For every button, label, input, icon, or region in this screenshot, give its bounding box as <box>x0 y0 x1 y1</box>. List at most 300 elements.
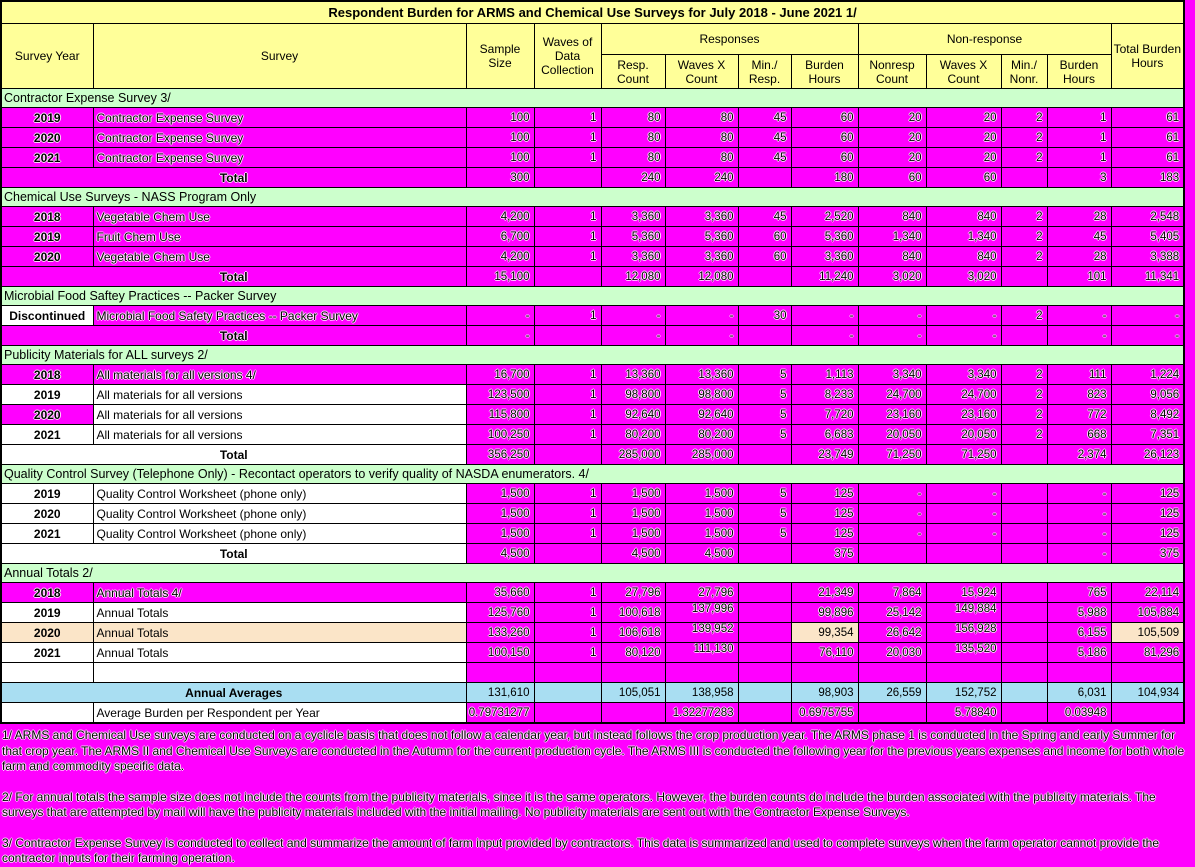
value-cell[interactable]: 823 <box>1047 385 1111 405</box>
empty-value-cell[interactable] <box>738 663 791 683</box>
value-cell[interactable] <box>1001 583 1047 603</box>
value-cell[interactable]: 80 <box>601 128 665 148</box>
value-cell[interactable]: 1 <box>534 425 601 445</box>
value-cell[interactable] <box>738 683 791 703</box>
survey-cell[interactable]: Contractor Expense Survey <box>93 128 466 148</box>
total-label[interactable]: Total <box>1 168 466 188</box>
value-cell[interactable]: 23,749 <box>791 445 858 465</box>
value-cell[interactable] <box>738 168 791 188</box>
value-cell[interactable]: 24,700 <box>926 385 1001 405</box>
value-cell[interactable] <box>534 445 601 465</box>
value-cell[interactable]: 2,520 <box>791 207 858 227</box>
value-cell[interactable]: 45 <box>738 108 791 128</box>
value-cell[interactable]: 1,340 <box>858 227 926 247</box>
value-cell[interactable] <box>1111 703 1184 724</box>
value-cell[interactable]: 8,233 <box>791 385 858 405</box>
value-cell[interactable]: - <box>466 306 534 326</box>
value-cell[interactable]: 1 <box>534 484 601 504</box>
value-cell[interactable]: 2 <box>1001 128 1047 148</box>
value-cell[interactable] <box>1001 484 1047 504</box>
survey-cell[interactable]: Contractor Expense Survey <box>93 108 466 128</box>
value-cell[interactable]: 1 <box>534 108 601 128</box>
value-cell[interactable]: 60 <box>791 108 858 128</box>
value-cell[interactable]: 125 <box>1111 524 1184 544</box>
value-cell[interactable] <box>601 703 665 724</box>
value-cell[interactable]: 4,500 <box>601 544 665 564</box>
value-cell[interactable]: 20 <box>926 148 1001 168</box>
value-cell[interactable]: 111,130 <box>665 643 738 663</box>
survey-cell[interactable]: Vegetable Chem Use <box>93 247 466 267</box>
value-cell[interactable]: 26,123 <box>1111 445 1184 465</box>
annual-averages-label[interactable]: Annual Averages <box>1 683 466 703</box>
section-header[interactable]: Publicity Materials for ALL surveys 2/ <box>1 346 1184 365</box>
value-cell[interactable]: 1,500 <box>466 504 534 524</box>
value-cell[interactable]: 123,500 <box>466 385 534 405</box>
value-cell[interactable]: 149,884 <box>926 603 1001 623</box>
value-cell[interactable]: 61 <box>1111 148 1184 168</box>
value-cell[interactable]: 22,114 <box>1111 583 1184 603</box>
value-cell[interactable]: 139,952 <box>665 623 738 643</box>
value-cell[interactable] <box>1001 703 1047 724</box>
year-cell[interactable]: 2019 <box>1 108 93 128</box>
value-cell[interactable]: 23,160 <box>926 405 1001 425</box>
col-group-nonresponse[interactable]: Non-response <box>858 24 1111 55</box>
year-cell[interactable]: 2021 <box>1 425 93 445</box>
value-cell[interactable]: - <box>926 326 1001 346</box>
value-cell[interactable]: - <box>926 504 1001 524</box>
value-cell[interactable]: 6,683 <box>791 425 858 445</box>
value-cell[interactable]: 1,224 <box>1111 365 1184 385</box>
value-cell[interactable]: 840 <box>858 247 926 267</box>
value-cell[interactable] <box>1001 326 1047 346</box>
value-cell[interactable]: 21,349 <box>791 583 858 603</box>
value-cell[interactable]: 1 <box>534 365 601 385</box>
value-cell[interactable]: 240 <box>665 168 738 188</box>
value-cell[interactable] <box>1001 168 1047 188</box>
value-cell[interactable]: 28 <box>1047 207 1111 227</box>
value-cell[interactable]: 45 <box>738 207 791 227</box>
value-cell[interactable]: 2 <box>1001 148 1047 168</box>
value-cell[interactable] <box>1001 683 1047 703</box>
year-cell[interactable]: Discontinued <box>1 306 93 326</box>
value-cell[interactable]: 137,996 <box>665 603 738 623</box>
value-cell[interactable]: 26,642 <box>858 623 926 643</box>
col-header-waves[interactable]: Waves of Data Collection <box>534 24 601 89</box>
value-cell[interactable]: 26,559 <box>858 683 926 703</box>
value-cell[interactable]: 3,360 <box>665 207 738 227</box>
value-cell[interactable]: - <box>1047 326 1111 346</box>
value-cell[interactable]: 1,340 <box>926 227 1001 247</box>
value-cell[interactable]: 3 <box>1047 168 1111 188</box>
section-header[interactable]: Microbial Food Saftey Practices -- Packer Survey <box>1 287 1184 306</box>
value-cell[interactable]: - <box>601 306 665 326</box>
value-cell[interactable]: 135,520 <box>926 643 1001 663</box>
value-cell[interactable]: 2 <box>1001 385 1047 405</box>
value-cell[interactable]: 5,360 <box>665 227 738 247</box>
value-cell[interactable]: 5 <box>738 484 791 504</box>
value-cell[interactable] <box>1001 623 1047 643</box>
value-cell[interactable]: 1 <box>534 623 601 643</box>
value-cell[interactable]: 4,500 <box>665 544 738 564</box>
empty-value-cell[interactable] <box>926 663 1001 683</box>
value-cell[interactable]: 1,500 <box>601 484 665 504</box>
value-cell[interactable]: 5 <box>738 524 791 544</box>
value-cell[interactable]: 180 <box>791 168 858 188</box>
survey-cell[interactable]: Quality Control Worksheet (phone only) <box>93 504 466 524</box>
empty-value-cell[interactable] <box>858 663 926 683</box>
avg-burden-year-cell[interactable] <box>1 703 93 724</box>
total-label[interactable]: Total <box>1 445 466 465</box>
year-cell[interactable]: 2020 <box>1 405 93 425</box>
value-cell[interactable]: 71,250 <box>858 445 926 465</box>
col-header-survey-year[interactable]: Survey Year <box>1 24 93 89</box>
total-label[interactable]: Total <box>1 326 466 346</box>
value-cell[interactable]: 60 <box>791 148 858 168</box>
value-cell[interactable]: 5 <box>738 504 791 524</box>
value-cell[interactable] <box>534 544 601 564</box>
value-cell[interactable]: 61 <box>1111 128 1184 148</box>
value-cell[interactable]: 35,660 <box>466 583 534 603</box>
value-cell[interactable]: 125 <box>791 524 858 544</box>
value-cell[interactable]: 1,113 <box>791 365 858 385</box>
value-cell[interactable]: 772 <box>1047 405 1111 425</box>
value-cell[interactable]: 3,340 <box>858 365 926 385</box>
value-cell[interactable] <box>738 267 791 287</box>
empty-value-cell[interactable] <box>466 663 534 683</box>
value-cell[interactable]: 840 <box>858 207 926 227</box>
value-cell[interactable]: 125 <box>791 484 858 504</box>
value-cell[interactable]: - <box>926 484 1001 504</box>
value-cell[interactable]: 4,200 <box>466 247 534 267</box>
value-cell[interactable]: 1 <box>534 405 601 425</box>
col-header-resp-waves-x-count[interactable]: Waves X Count <box>665 55 738 89</box>
survey-cell[interactable]: Fruit Chem Use <box>93 227 466 247</box>
value-cell[interactable]: 60 <box>791 128 858 148</box>
value-cell[interactable]: 80,120 <box>601 643 665 663</box>
survey-cell[interactable]: Annual Totals <box>93 643 466 663</box>
value-cell[interactable]: 5 <box>738 385 791 405</box>
year-cell[interactable]: 2020 <box>1 128 93 148</box>
value-cell[interactable]: 115,800 <box>466 405 534 425</box>
value-cell[interactable]: 27,796 <box>665 583 738 603</box>
value-cell[interactable]: - <box>1047 504 1111 524</box>
col-header-nonresp-count[interactable]: Nonresp Count <box>858 55 926 89</box>
value-cell[interactable]: 2 <box>1001 405 1047 425</box>
value-cell[interactable]: 9,056 <box>1111 385 1184 405</box>
value-cell[interactable]: 100,618 <box>601 603 665 623</box>
value-cell[interactable]: 20 <box>858 148 926 168</box>
total-label[interactable]: Total <box>1 544 466 564</box>
value-cell[interactable]: 20,030 <box>858 643 926 663</box>
value-cell[interactable]: 125 <box>1111 504 1184 524</box>
value-cell[interactable]: 1,500 <box>665 484 738 504</box>
value-cell[interactable]: 15,924 <box>926 583 1001 603</box>
value-cell[interactable]: - <box>1111 326 1184 346</box>
value-cell[interactable] <box>738 703 791 724</box>
value-cell[interactable]: 16,700 <box>466 365 534 385</box>
survey-cell[interactable]: All materials for all versions 4/ <box>93 365 466 385</box>
value-cell[interactable]: 668 <box>1047 425 1111 445</box>
col-header-total-burden[interactable]: Total Burden Hours <box>1111 24 1184 89</box>
value-cell[interactable]: 100 <box>466 128 534 148</box>
survey-cell[interactable]: All materials for all versions <box>93 385 466 405</box>
survey-cell[interactable]: Annual Totals 4/ <box>93 583 466 603</box>
year-cell[interactable]: 2021 <box>1 643 93 663</box>
section-header[interactable]: Chemical Use Surveys - NASS Program Only <box>1 188 1184 207</box>
value-cell[interactable]: 105,051 <box>601 683 665 703</box>
value-cell[interactable]: 105,884 <box>1111 603 1184 623</box>
value-cell[interactable] <box>1001 603 1047 623</box>
total-label[interactable]: Total <box>1 267 466 287</box>
value-cell[interactable] <box>738 623 791 643</box>
value-cell[interactable]: - <box>926 524 1001 544</box>
value-cell[interactable]: 4,500 <box>466 544 534 564</box>
value-cell[interactable]: 8,492 <box>1111 405 1184 425</box>
year-cell[interactable]: 2018 <box>1 583 93 603</box>
value-cell[interactable]: - <box>858 504 926 524</box>
value-cell[interactable]: 105,509 <box>1111 623 1184 643</box>
value-cell[interactable]: 7,720 <box>791 405 858 425</box>
value-cell[interactable] <box>1001 524 1047 544</box>
value-cell[interactable] <box>534 168 601 188</box>
year-cell[interactable]: 2020 <box>1 504 93 524</box>
value-cell[interactable]: 285,000 <box>601 445 665 465</box>
value-cell[interactable]: 125,760 <box>466 603 534 623</box>
col-header-resp-count[interactable]: Resp. Count <box>601 55 665 89</box>
value-cell[interactable]: 30 <box>738 306 791 326</box>
value-cell[interactable]: 375 <box>1111 544 1184 564</box>
survey-cell[interactable]: Vegetable Chem Use <box>93 207 466 227</box>
value-cell[interactable]: 60 <box>738 227 791 247</box>
survey-cell[interactable]: All materials for all versions <box>93 405 466 425</box>
value-cell[interactable]: 2 <box>1001 108 1047 128</box>
empty-value-cell[interactable] <box>1047 663 1111 683</box>
value-cell[interactable]: 3,388 <box>1111 247 1184 267</box>
value-cell[interactable]: 60 <box>926 168 1001 188</box>
value-cell[interactable]: - <box>858 326 926 346</box>
year-cell[interactable]: 2020 <box>1 247 93 267</box>
empty-value-cell[interactable] <box>534 663 601 683</box>
value-cell[interactable] <box>858 703 926 724</box>
value-cell[interactable]: 76,110 <box>791 643 858 663</box>
value-cell[interactable]: 5 <box>738 425 791 445</box>
value-cell[interactable]: 1.32277283 <box>665 703 738 724</box>
value-cell[interactable]: 2 <box>1001 425 1047 445</box>
value-cell[interactable]: 133,260 <box>466 623 534 643</box>
value-cell[interactable]: 840 <box>926 247 1001 267</box>
empty-value-cell[interactable] <box>791 663 858 683</box>
value-cell[interactable]: 1 <box>534 247 601 267</box>
value-cell[interactable] <box>738 326 791 346</box>
value-cell[interactable]: 1 <box>534 148 601 168</box>
empty-year-cell[interactable] <box>1 663 93 683</box>
value-cell[interactable]: 24,700 <box>858 385 926 405</box>
value-cell[interactable]: - <box>466 326 534 346</box>
value-cell[interactable]: 183 <box>1111 168 1184 188</box>
value-cell[interactable]: 20 <box>858 128 926 148</box>
value-cell[interactable]: 0.79731277 <box>466 703 534 724</box>
value-cell[interactable]: 13,360 <box>601 365 665 385</box>
value-cell[interactable]: 5 <box>738 405 791 425</box>
value-cell[interactable]: 7,351 <box>1111 425 1184 445</box>
survey-cell[interactable]: All materials for all versions <box>93 425 466 445</box>
value-cell[interactable] <box>738 445 791 465</box>
value-cell[interactable]: 3,020 <box>858 267 926 287</box>
value-cell[interactable] <box>1001 544 1047 564</box>
value-cell[interactable] <box>1001 504 1047 524</box>
value-cell[interactable]: 1 <box>1047 108 1111 128</box>
value-cell[interactable]: 61 <box>1111 108 1184 128</box>
value-cell[interactable]: 100 <box>466 108 534 128</box>
value-cell[interactable]: 5,988 <box>1047 603 1111 623</box>
value-cell[interactable]: 131,610 <box>466 683 534 703</box>
value-cell[interactable]: 1,500 <box>665 504 738 524</box>
value-cell[interactable]: 5,186 <box>1047 643 1111 663</box>
value-cell[interactable]: - <box>1047 544 1111 564</box>
year-cell[interactable]: 2019 <box>1 385 93 405</box>
value-cell[interactable]: 1 <box>534 207 601 227</box>
value-cell[interactable]: 23,160 <box>858 405 926 425</box>
value-cell[interactable]: 60 <box>738 247 791 267</box>
value-cell[interactable]: 6,155 <box>1047 623 1111 643</box>
value-cell[interactable]: 100,150 <box>466 643 534 663</box>
value-cell[interactable]: 840 <box>926 207 1001 227</box>
section-header[interactable]: Contractor Expense Survey 3/ <box>1 89 1184 108</box>
value-cell[interactable]: 28 <box>1047 247 1111 267</box>
value-cell[interactable]: 1 <box>534 306 601 326</box>
value-cell[interactable]: 1,500 <box>466 484 534 504</box>
value-cell[interactable]: 152,752 <box>926 683 1001 703</box>
value-cell[interactable]: 11,240 <box>791 267 858 287</box>
value-cell[interactable]: 5,360 <box>791 227 858 247</box>
value-cell[interactable] <box>858 544 926 564</box>
value-cell[interactable]: 1 <box>534 385 601 405</box>
value-cell[interactable]: 2,374 <box>1047 445 1111 465</box>
value-cell[interactable]: 125 <box>1111 484 1184 504</box>
value-cell[interactable]: - <box>665 306 738 326</box>
value-cell[interactable]: 1 <box>534 504 601 524</box>
value-cell[interactable]: 125 <box>791 504 858 524</box>
value-cell[interactable]: 20 <box>926 128 1001 148</box>
col-header-sample-size[interactable]: Sample Size <box>466 24 534 89</box>
value-cell[interactable]: 99,896 <box>791 603 858 623</box>
value-cell[interactable] <box>738 643 791 663</box>
value-cell[interactable]: 1 <box>534 128 601 148</box>
value-cell[interactable]: 1,500 <box>601 504 665 524</box>
value-cell[interactable]: 71,250 <box>926 445 1001 465</box>
value-cell[interactable] <box>534 267 601 287</box>
value-cell[interactable]: 300 <box>466 168 534 188</box>
value-cell[interactable]: 2 <box>1001 306 1047 326</box>
empty-value-cell[interactable] <box>601 663 665 683</box>
value-cell[interactable]: 1 <box>534 524 601 544</box>
value-cell[interactable]: 20 <box>926 108 1001 128</box>
value-cell[interactable]: 100 <box>466 148 534 168</box>
value-cell[interactable]: 45 <box>1047 227 1111 247</box>
value-cell[interactable]: - <box>791 306 858 326</box>
value-cell[interactable] <box>738 544 791 564</box>
year-cell[interactable]: 2019 <box>1 227 93 247</box>
value-cell[interactable]: 1 <box>1047 128 1111 148</box>
value-cell[interactable]: - <box>926 306 1001 326</box>
value-cell[interactable]: 1,500 <box>466 524 534 544</box>
survey-cell[interactable]: Annual Totals <box>93 623 466 643</box>
value-cell[interactable]: 20 <box>858 108 926 128</box>
year-cell[interactable]: 2021 <box>1 524 93 544</box>
value-cell[interactable]: 1 <box>534 227 601 247</box>
col-header-survey[interactable]: Survey <box>93 24 466 89</box>
value-cell[interactable]: 13,360 <box>665 365 738 385</box>
value-cell[interactable]: - <box>791 326 858 346</box>
value-cell[interactable]: 285,000 <box>665 445 738 465</box>
value-cell[interactable]: 5,405 <box>1111 227 1184 247</box>
value-cell[interactable]: 92,640 <box>665 405 738 425</box>
col-header-min-nonr[interactable]: Min./ Nonr. <box>1001 55 1047 89</box>
value-cell[interactable]: 80 <box>665 148 738 168</box>
value-cell[interactable]: 80 <box>601 108 665 128</box>
empty-value-cell[interactable] <box>1001 663 1047 683</box>
value-cell[interactable]: - <box>601 326 665 346</box>
value-cell[interactable]: 2 <box>1001 247 1047 267</box>
value-cell[interactable]: 101 <box>1047 267 1111 287</box>
year-cell[interactable]: 2020 <box>1 623 93 643</box>
value-cell[interactable]: 156,928 <box>926 623 1001 643</box>
value-cell[interactable]: 4,200 <box>466 207 534 227</box>
value-cell[interactable]: 12,080 <box>601 267 665 287</box>
value-cell[interactable]: 99,354 <box>791 623 858 643</box>
value-cell[interactable]: - <box>1047 484 1111 504</box>
value-cell[interactable]: 5 <box>738 365 791 385</box>
value-cell[interactable]: 138,958 <box>665 683 738 703</box>
empty-survey-cell[interactable] <box>93 663 466 683</box>
value-cell[interactable]: 111 <box>1047 365 1111 385</box>
value-cell[interactable] <box>738 603 791 623</box>
empty-value-cell[interactable] <box>1111 663 1184 683</box>
col-header-nonresp-burden-hours[interactable]: Burden Hours <box>1047 55 1111 89</box>
value-cell[interactable]: 0.6975755 <box>791 703 858 724</box>
value-cell[interactable]: 6,700 <box>466 227 534 247</box>
col-header-min-resp[interactable]: Min./ Resp. <box>738 55 791 89</box>
value-cell[interactable]: 2 <box>1001 207 1047 227</box>
value-cell[interactable]: 1,500 <box>601 524 665 544</box>
survey-cell[interactable]: Quality Control Worksheet (phone only) <box>93 524 466 544</box>
col-header-resp-burden-hours[interactable]: Burden Hours <box>791 55 858 89</box>
value-cell[interactable]: - <box>858 524 926 544</box>
value-cell[interactable]: - <box>1111 306 1184 326</box>
value-cell[interactable]: 80 <box>665 108 738 128</box>
avg-burden-label[interactable]: Average Burden per Respondent per Year <box>93 703 466 724</box>
col-group-responses[interactable]: Responses <box>601 24 858 55</box>
year-cell[interactable]: 2019 <box>1 484 93 504</box>
col-header-nonresp-waves-x-count[interactable]: Waves X Count <box>926 55 1001 89</box>
value-cell[interactable]: 104,934 <box>1111 683 1184 703</box>
value-cell[interactable]: 80 <box>665 128 738 148</box>
value-cell[interactable]: 5,360 <box>601 227 665 247</box>
value-cell[interactable]: 3,360 <box>665 247 738 267</box>
value-cell[interactable]: 765 <box>1047 583 1111 603</box>
value-cell[interactable]: - <box>665 326 738 346</box>
value-cell[interactable]: 3,020 <box>926 267 1001 287</box>
value-cell[interactable]: 98,903 <box>791 683 858 703</box>
section-header[interactable]: Annual Totals 2/ <box>1 564 1184 583</box>
value-cell[interactable]: 1,500 <box>665 524 738 544</box>
value-cell[interactable]: 92,640 <box>601 405 665 425</box>
value-cell[interactable]: 3,360 <box>601 207 665 227</box>
value-cell[interactable]: 106,618 <box>601 623 665 643</box>
value-cell[interactable]: 15,100 <box>466 267 534 287</box>
value-cell[interactable]: 25,142 <box>858 603 926 623</box>
value-cell[interactable]: 80,200 <box>665 425 738 445</box>
